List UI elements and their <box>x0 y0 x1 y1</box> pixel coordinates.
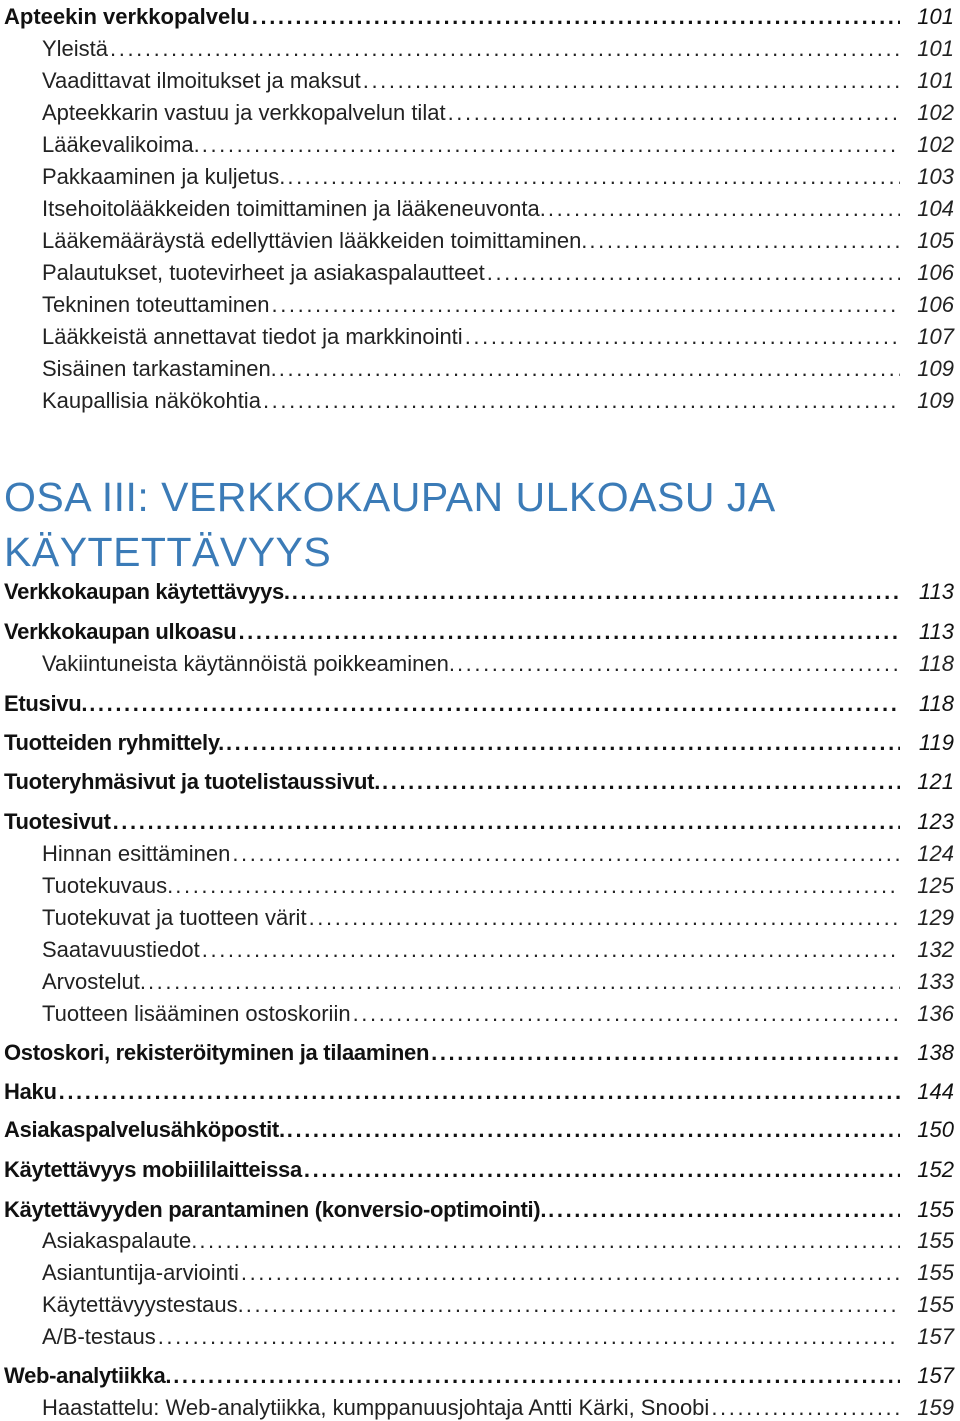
toc-chapter-entry[interactable] <box>4 1151 954 1183</box>
dot-leader <box>363 68 900 94</box>
dot-leader <box>113 809 900 835</box>
toc-entry-title: Haku <box>4 1079 57 1104</box>
toc-page-number: 157 <box>917 1324 954 1349</box>
toc-chapter-entry[interactable] <box>4 724 954 756</box>
section-heading <box>4 470 904 580</box>
dot-leader <box>232 841 900 867</box>
toc-page-number: 101 <box>917 68 954 93</box>
toc-page-number: 119 <box>918 730 954 755</box>
dot-leader <box>304 1157 900 1183</box>
toc-entry[interactable] <box>4 1254 954 1286</box>
section-heading-line-1: OSA III: VERKKOKAUPAN ULKOASU JA <box>4 474 776 520</box>
toc-entry-title: Saatavuustiedot <box>42 937 200 962</box>
toc-page-number: 118 <box>918 651 954 676</box>
dot-leader <box>59 1079 900 1105</box>
toc-entry-title: Käytettävyystestaus. <box>42 1292 244 1317</box>
dot-leader <box>287 164 900 190</box>
toc-page-number: 155 <box>917 1292 954 1317</box>
toc-page-number: 103 <box>917 164 954 189</box>
toc-entry-title: Web-analytiikka. <box>4 1363 172 1388</box>
toc-page-number: 150 <box>917 1117 954 1142</box>
toc-entry[interactable] <box>4 867 954 899</box>
toc-page-number: 109 <box>917 356 954 381</box>
toc-entry-title: Verkkokaupan ulkoasu <box>4 619 237 644</box>
toc-entry-title: Asiantuntija-arviointi <box>42 1260 239 1285</box>
dot-leader <box>448 100 900 126</box>
dot-leader <box>173 1363 900 1389</box>
dot-leader <box>110 36 900 62</box>
toc-entry-title: Palautukset, tuotevirheet ja asiakaspalautteet <box>42 260 485 285</box>
toc-page-number: 102 <box>917 100 954 125</box>
dot-leader <box>89 691 900 717</box>
toc-page-number: 113 <box>918 579 954 604</box>
dot-leader <box>309 905 900 931</box>
dot-leader <box>548 1197 900 1223</box>
toc-page-number: 113 <box>918 619 954 644</box>
dot-leader <box>353 1001 900 1027</box>
toc-entry[interactable] <box>4 254 954 286</box>
toc-page-number: 152 <box>917 1157 954 1182</box>
toc-page-number: 118 <box>918 691 954 716</box>
toc-page-number: 106 <box>917 292 954 317</box>
toc-entry-title: Verkkokaupan käytettävyys. <box>4 579 290 604</box>
toc-page-number: 125 <box>917 873 954 898</box>
toc-page-number: 121 <box>917 769 954 794</box>
toc-entry-title: Apteekkarin vastuu ja verkkopalvelun tilat <box>42 100 446 125</box>
toc-chapter-entry[interactable] <box>4 1357 954 1389</box>
toc-entry[interactable] <box>4 222 954 254</box>
toc-entry[interactable] <box>4 158 954 190</box>
toc-entry-title: Vakiintuneista käytännöistä poikkeaminen. <box>42 651 455 676</box>
toc-entry[interactable] <box>4 931 954 963</box>
toc-page-number: 107 <box>917 324 954 349</box>
toc-entry[interactable] <box>4 1222 954 1254</box>
toc-entry[interactable] <box>4 30 954 62</box>
toc-entry-title: Pakkaaminen ja kuljetus. <box>42 164 286 189</box>
toc-entry-title: Sisäinen tarkastaminen. <box>42 356 277 381</box>
toc-page-number: 105 <box>917 228 954 253</box>
toc-chapter-entry[interactable] <box>4 613 954 645</box>
toc-chapter-entry[interactable] <box>4 1191 954 1223</box>
toc-entry-title: Yleistä <box>42 36 109 61</box>
toc-page-number: 123 <box>917 809 954 834</box>
toc-page-number: 101 <box>917 36 954 61</box>
dot-leader <box>272 292 901 318</box>
dot-leader <box>246 1292 900 1318</box>
toc-entry[interactable] <box>4 645 954 677</box>
toc-page-number: 138 <box>917 1040 954 1065</box>
toc-entry[interactable] <box>4 350 954 382</box>
dot-leader <box>252 4 900 30</box>
toc-entry[interactable] <box>4 62 954 94</box>
toc-chapter-entry[interactable] <box>4 1034 954 1066</box>
dot-leader <box>238 619 900 645</box>
toc-entry-title: Tuotekuvat ja tuotteen värit <box>42 905 307 930</box>
toc-entry-title: Asiakaspalaute. <box>42 1228 198 1253</box>
dot-leader <box>431 1040 900 1066</box>
toc-heading-apteekin-verkkopalvelu[interactable] <box>4 0 954 30</box>
dot-leader <box>279 356 900 382</box>
toc-page-number: 155 <box>917 1260 954 1285</box>
toc-chapter-entry[interactable] <box>4 685 954 717</box>
dot-leader <box>199 1228 900 1254</box>
toc-page-number: 155 <box>917 1228 954 1253</box>
dot-leader <box>548 196 900 222</box>
toc-entry-title: A/B-testaus <box>42 1324 156 1349</box>
dot-leader <box>158 1324 900 1350</box>
section-heading-line-2: KÄYTETTÄVYYS <box>4 529 332 575</box>
toc-entry-title: Hinnan esittäminen <box>42 841 231 866</box>
toc-entry[interactable] <box>4 995 954 1027</box>
toc-page-number: 109 <box>917 388 954 413</box>
toc-chapter-entry[interactable] <box>4 573 954 605</box>
dot-leader <box>382 769 900 795</box>
toc-entry-title: Lääkkeistä annettavat tiedot ja markkinointi <box>42 324 463 349</box>
toc-entry[interactable] <box>4 190 954 222</box>
toc-entry-title: Tekninen toteuttaminen <box>42 292 270 317</box>
toc-entry[interactable] <box>4 1286 954 1318</box>
toc-page-number: 106 <box>917 260 954 285</box>
dot-leader <box>487 260 900 286</box>
toc-entry[interactable] <box>4 963 954 995</box>
toc-entry-title: Tuotesivut <box>4 809 111 834</box>
dot-leader <box>226 730 900 756</box>
toc-entry-title: Lääkemääräystä edellyttävien lääkkeiden toimittaminen. <box>42 228 588 253</box>
dot-leader <box>589 228 900 254</box>
toc-page-number: 133 <box>917 969 954 994</box>
toc-page-number: 136 <box>917 1001 954 1026</box>
toc-entry[interactable] <box>4 835 954 867</box>
toc-entry-title: Tuotteiden ryhmittely. <box>4 730 224 755</box>
toc-entry[interactable] <box>4 382 954 414</box>
toc-entry-title: Ostoskori, rekisteröityminen ja tilaaminen <box>4 1040 430 1065</box>
toc-entry-title: Itsehoitolääkkeiden toimittaminen ja lääkeneuvonta. <box>42 196 546 221</box>
toc-entry-title: Arvostelut. <box>42 969 146 994</box>
toc-entry[interactable] <box>4 899 954 931</box>
dot-leader <box>202 937 900 963</box>
toc-entry[interactable] <box>4 126 954 158</box>
toc-chapter-entry[interactable] <box>4 803 954 835</box>
dot-leader <box>175 873 900 899</box>
toc-page-number: 101 <box>917 4 954 29</box>
toc-entry-title: Asiakaspalvelusähköpostit. <box>4 1117 285 1142</box>
toc-entry-title: Tuotekuvaus. <box>42 873 174 898</box>
toc-page-number: 155 <box>917 1197 954 1222</box>
toc-entry-title: Tuotteen lisääminen ostoskoriin <box>42 1001 351 1026</box>
toc-entry-title: Kaupallisia näkökohtia <box>42 388 261 413</box>
toc-chapter-entry[interactable] <box>4 1073 954 1105</box>
dot-leader <box>292 579 900 605</box>
toc-entry-title: Lääkevalikoima. <box>42 132 200 157</box>
toc-entry[interactable] <box>4 1389 954 1421</box>
toc-page-number: 132 <box>917 937 954 962</box>
toc-page-number: 104 <box>917 196 954 221</box>
toc-page-number: 129 <box>917 905 954 930</box>
toc-page-number: 102 <box>917 132 954 157</box>
toc-entry[interactable] <box>4 1318 954 1350</box>
toc-page-number: 157 <box>917 1363 954 1388</box>
toc-entry[interactable] <box>4 318 954 350</box>
toc-entry-title: Vaadittavat ilmoitukset ja maksut <box>42 68 361 93</box>
dot-leader <box>287 1117 900 1143</box>
toc-entry[interactable] <box>4 286 954 318</box>
toc-entry[interactable] <box>4 94 954 126</box>
dot-leader <box>457 651 900 677</box>
dot-leader <box>263 388 900 414</box>
toc-page-number: 159 <box>917 1395 954 1420</box>
dot-leader <box>711 1395 900 1421</box>
toc-entry-title: Tuoteryhmäsivut ja tuotelistaussivut. <box>4 769 381 794</box>
toc-entry-title: Käytettävyys mobiililaitteissa <box>4 1157 302 1182</box>
dot-leader <box>465 324 900 350</box>
toc-entry-title: Käytettävyyden parantaminen (konversio-optimointi). <box>4 1197 547 1222</box>
dot-leader <box>202 132 900 158</box>
toc-chapter-entry[interactable] <box>4 1111 954 1143</box>
toc-chapter-entry[interactable] <box>4 763 954 795</box>
toc-entry-title: Apteekin verkkopalvelu <box>4 4 250 29</box>
toc-page-number: 144 <box>917 1079 954 1104</box>
toc-entry-title: Haastattelu: Web-analytiikka, kumppanuusjohtaja Antti Kärki, Snoobi <box>42 1395 710 1420</box>
toc-entry-title: Etusivu. <box>4 691 88 716</box>
dot-leader <box>241 1260 900 1286</box>
toc-page-number: 124 <box>917 841 954 866</box>
dot-leader <box>148 969 900 995</box>
